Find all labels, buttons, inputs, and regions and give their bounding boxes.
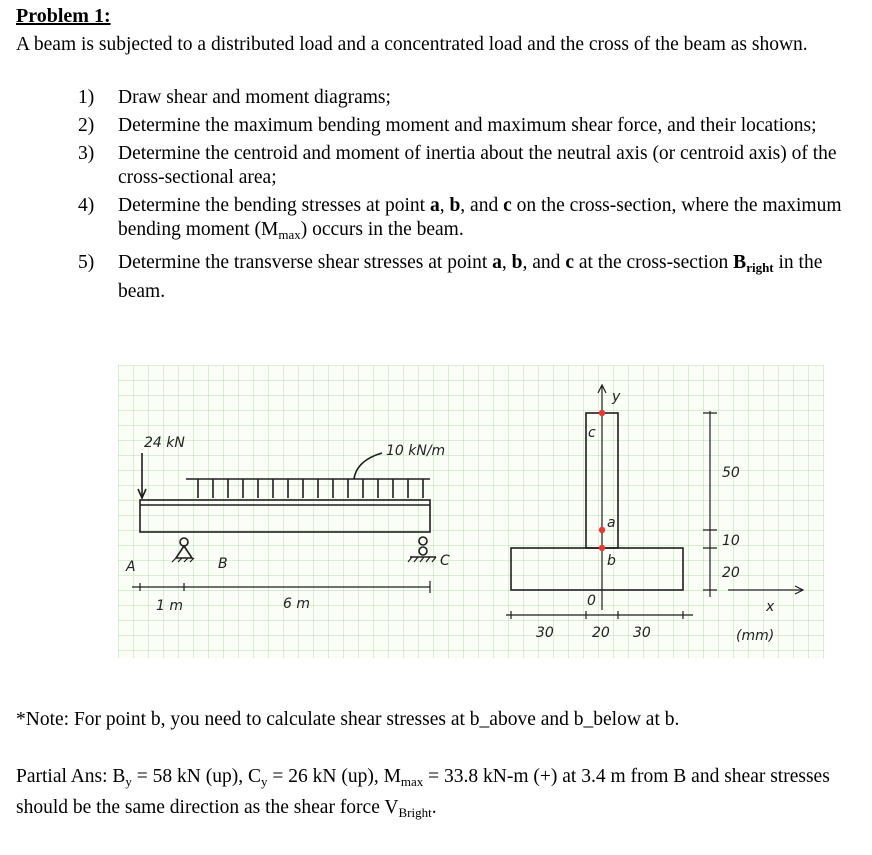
- grid-paper: [118, 365, 824, 658]
- figure-drawing: [118, 365, 824, 658]
- problem-title: Problem 1:: [16, 5, 111, 27]
- task-item: [78, 194, 848, 247]
- beam-figure: [118, 365, 824, 658]
- partial-answer: Partial Ans: $B_y = 58$ kN (up), $C_y = 26$ kN (up), $M_{max} = 33.8$ kN-m (+) at 3.4 m from B and shear stresses should be the same direction as the shear force $V_{Bright}$.: [16, 766, 830, 820]
- support-a-label: A: [126, 559, 136, 575]
- task-text: Determine the transverse shear stresses at point a, b, and c at the cross-section $B_{right}$ in the beam.: [118, 252, 823, 302]
- origin-label: 0: [587, 593, 596, 609]
- task-number: 1): [78, 87, 95, 108]
- dist-load-label: 10 kN/m: [386, 443, 446, 459]
- note-text: *Note: For point b, you need to calculate shear stresses at b_above and b_below at b.: [16, 709, 680, 730]
- task-text: Determine the bending stresses at point a, b, and c on the cross-section, where the maximum bending moment $(M_{max})$ occurs in the beam.: [118, 195, 842, 242]
- task-number: 5): [78, 252, 95, 273]
- support-b-label: B: [218, 556, 228, 572]
- task-number: 4): [78, 195, 95, 216]
- problem-intro: A beam is subjected to a distributed load and a concentrated load and the cross of the beam as shown.: [16, 34, 808, 55]
- point-c-marker: [599, 410, 605, 416]
- dim-30-left-label: 30: [536, 625, 554, 641]
- task-text: Determine the maximum bending moment and maximum shear force, and their locations;: [118, 115, 817, 136]
- units-label: (mm): [736, 628, 775, 644]
- point-a-label: a: [607, 515, 616, 531]
- y-axis-label: y: [612, 389, 621, 405]
- task-item: [78, 86, 848, 110]
- point-c-label: c: [588, 425, 596, 441]
- task-item: [78, 114, 848, 138]
- x-axis-label: x: [766, 599, 775, 615]
- span-2-label: 6 m: [283, 596, 310, 612]
- point-b-marker: [599, 545, 605, 551]
- task-text: Determine the centroid and moment of inertia about the neutral axis (or centroid axis) of the cross-sectional area;: [118, 143, 837, 188]
- dim-10-label: 10: [722, 533, 740, 549]
- task-list: [78, 86, 848, 308]
- point-a-marker: [599, 527, 605, 533]
- dim-20-label: 20: [722, 565, 740, 581]
- task-text: Draw shear and moment diagrams;: [118, 87, 391, 108]
- task-number: 3): [78, 143, 95, 164]
- point-load-label: 24 kN: [144, 435, 185, 451]
- dim-50-label: 50: [722, 465, 740, 481]
- dim-20-bottom-label: 20: [592, 625, 610, 641]
- span-1-label: 1 m: [156, 598, 183, 614]
- dim-30-right-label: 30: [633, 625, 651, 641]
- point-b-label: b: [607, 553, 616, 569]
- task-item: [78, 251, 848, 304]
- task-item: [78, 142, 848, 190]
- support-c-label: C: [440, 553, 450, 569]
- task-number: 2): [78, 115, 95, 136]
